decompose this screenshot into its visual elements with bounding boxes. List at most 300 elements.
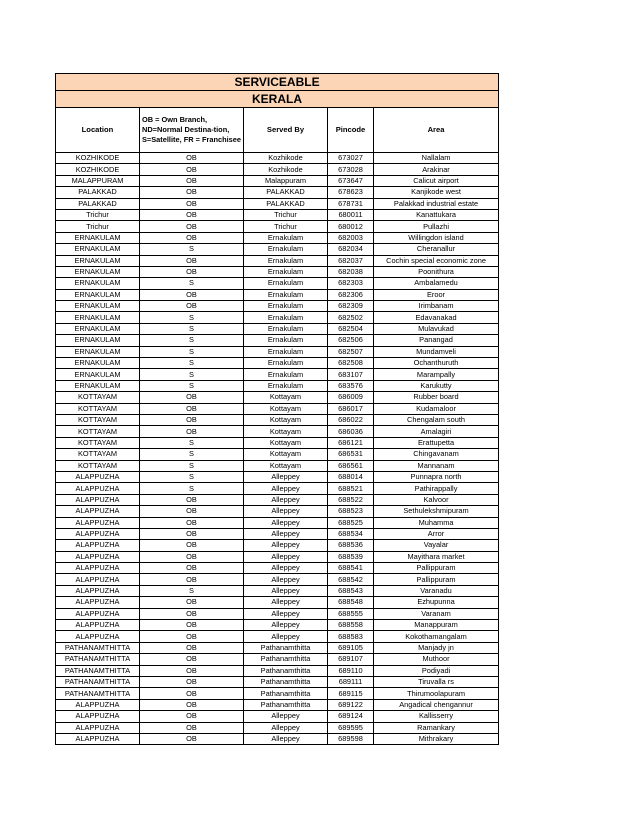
location-cell: KOTTAYAM xyxy=(56,414,140,425)
location-cell: KOTTAYAM xyxy=(56,460,140,471)
served-by-cell: Alleppey xyxy=(244,574,328,585)
table-row xyxy=(56,597,499,608)
pincode-cell: 689110 xyxy=(328,665,374,676)
served-by-cell: Alleppey xyxy=(244,608,328,619)
type-cell: S xyxy=(140,244,244,255)
type-cell: S xyxy=(140,369,244,380)
table-row xyxy=(56,403,499,414)
location-cell: KOTTAYAM xyxy=(56,449,140,460)
pincode-cell: 688523 xyxy=(328,506,374,517)
type-cell: OB xyxy=(140,232,244,243)
type-cell: OB xyxy=(140,403,244,414)
header-pincode: Pincode xyxy=(328,108,374,153)
table-row xyxy=(56,358,499,369)
served-by-cell: Alleppey xyxy=(244,722,328,733)
location-cell: ALAPPUZHA xyxy=(56,471,140,482)
served-by-cell: PALAKKAD xyxy=(244,187,328,198)
type-cell: OB xyxy=(140,722,244,733)
area-cell: Arakinar xyxy=(374,164,499,175)
served-by-cell: Kozhikode xyxy=(244,164,328,175)
table-title-serviceable: SERVICEABLE xyxy=(56,74,499,91)
location-cell: ERNAKULAM xyxy=(56,358,140,369)
pincode-cell: 688014 xyxy=(328,471,374,482)
pincode-cell: 686022 xyxy=(328,414,374,425)
pincode-cell: 673027 xyxy=(328,153,374,164)
area-cell: Kokothamangalam xyxy=(374,631,499,642)
served-by-cell: Alleppey xyxy=(244,620,328,631)
location-cell: KOTTAYAM xyxy=(56,437,140,448)
served-by-cell: Ernakulam xyxy=(244,232,328,243)
type-cell: OB xyxy=(140,665,244,676)
location-cell: PALAKKAD xyxy=(56,187,140,198)
pincode-cell: 688521 xyxy=(328,483,374,494)
pincode-cell: 689595 xyxy=(328,722,374,733)
served-by-cell: Alleppey xyxy=(244,540,328,551)
area-cell: Vayalar xyxy=(374,540,499,551)
table-row xyxy=(56,483,499,494)
served-by-cell: Ernakulam xyxy=(244,312,328,323)
area-cell: Arror xyxy=(374,528,499,539)
served-by-cell: Kozhikode xyxy=(244,153,328,164)
served-by-cell: Alleppey xyxy=(244,711,328,722)
location-cell: Trichur xyxy=(56,221,140,232)
location-cell: ERNAKULAM xyxy=(56,380,140,391)
area-cell: Muhamma xyxy=(374,517,499,528)
type-cell: OB xyxy=(140,221,244,232)
type-cell: OB xyxy=(140,164,244,175)
pincode-cell: 688534 xyxy=(328,528,374,539)
served-by-cell: Alleppey xyxy=(244,528,328,539)
type-cell: S xyxy=(140,312,244,323)
pincode-cell: 678731 xyxy=(328,198,374,209)
pincode-cell: 688525 xyxy=(328,517,374,528)
table-title-kerala: KERALA xyxy=(56,91,499,108)
pincode-cell: 689122 xyxy=(328,699,374,710)
pincode-cell: 682506 xyxy=(328,335,374,346)
pincode-cell: 688541 xyxy=(328,563,374,574)
served-by-cell: Ernakulam xyxy=(244,358,328,369)
area-cell: Poonithura xyxy=(374,266,499,277)
pincode-cell: 686017 xyxy=(328,403,374,414)
pincode-cell: 682037 xyxy=(328,255,374,266)
served-by-cell: Ernakulam xyxy=(244,301,328,312)
table-row xyxy=(56,232,499,243)
type-cell: OB xyxy=(140,654,244,665)
pincode-cell: 678623 xyxy=(328,187,374,198)
pincode-cell: 688555 xyxy=(328,608,374,619)
area-cell: Pallippuram xyxy=(374,574,499,585)
area-cell: Cochin special economic zone xyxy=(374,255,499,266)
location-cell: ALAPPUZHA xyxy=(56,494,140,505)
area-cell: Mundamveli xyxy=(374,346,499,357)
type-cell: OB xyxy=(140,608,244,619)
location-cell: KOZHIKODE xyxy=(56,153,140,164)
area-cell: Marampally xyxy=(374,369,499,380)
header-served-by: Served By xyxy=(244,108,328,153)
location-cell: PALAKKAD xyxy=(56,198,140,209)
serviceable-table xyxy=(55,73,499,745)
header-row xyxy=(56,108,499,153)
table-row xyxy=(56,312,499,323)
table-row xyxy=(56,153,499,164)
area-cell: Kanattukara xyxy=(374,209,499,220)
table-row xyxy=(56,540,499,551)
pincode-cell: 689107 xyxy=(328,654,374,665)
served-by-cell: Pathanamthitta xyxy=(244,688,328,699)
served-by-cell: Trichur xyxy=(244,221,328,232)
type-cell: S xyxy=(140,278,244,289)
served-by-cell: Kottayam xyxy=(244,449,328,460)
pincode-cell: 682502 xyxy=(328,312,374,323)
type-cell: OB xyxy=(140,631,244,642)
pincode-cell: 683576 xyxy=(328,380,374,391)
area-cell: Sethulekshmipuram xyxy=(374,506,499,517)
pincode-cell: 680012 xyxy=(328,221,374,232)
area-cell: Erattupetta xyxy=(374,437,499,448)
table-row xyxy=(56,301,499,312)
served-by-cell: Alleppey xyxy=(244,471,328,482)
area-cell: Nallalam xyxy=(374,153,499,164)
table-row xyxy=(56,551,499,562)
type-cell: OB xyxy=(140,175,244,186)
pincode-cell: 688536 xyxy=(328,540,374,551)
type-cell: OB xyxy=(140,187,244,198)
table-row xyxy=(56,380,499,391)
served-by-cell: Alleppey xyxy=(244,517,328,528)
type-cell: OB xyxy=(140,289,244,300)
pincode-cell: 688558 xyxy=(328,620,374,631)
area-cell: Manappuram xyxy=(374,620,499,631)
location-cell: ALAPPUZHA xyxy=(56,517,140,528)
served-by-cell: Ernakulam xyxy=(244,346,328,357)
location-cell: ALAPPUZHA xyxy=(56,631,140,642)
location-cell: ERNAKULAM xyxy=(56,312,140,323)
area-cell: Panangad xyxy=(374,335,499,346)
pincode-cell: 682507 xyxy=(328,346,374,357)
pincode-cell: 689111 xyxy=(328,676,374,687)
pincode-cell: 689105 xyxy=(328,642,374,653)
type-cell: OB xyxy=(140,266,244,277)
table-row xyxy=(56,585,499,596)
table-row xyxy=(56,642,499,653)
location-cell: ERNAKULAM xyxy=(56,346,140,357)
type-cell: OB xyxy=(140,198,244,209)
served-by-cell: Alleppey xyxy=(244,631,328,642)
type-cell: OB xyxy=(140,574,244,585)
pincode-cell: 682504 xyxy=(328,323,374,334)
area-cell: Kanjikode west xyxy=(374,187,499,198)
pincode-cell: 688543 xyxy=(328,585,374,596)
table-row xyxy=(56,449,499,460)
location-cell: PATHANAMTHITTA xyxy=(56,654,140,665)
location-cell: PATHANAMTHITTA xyxy=(56,665,140,676)
table-row xyxy=(56,654,499,665)
table-row xyxy=(56,255,499,266)
location-cell: Trichur xyxy=(56,209,140,220)
location-cell: ERNAKULAM xyxy=(56,266,140,277)
pincode-cell: 683107 xyxy=(328,369,374,380)
area-cell: Mulavukad xyxy=(374,323,499,334)
table-row xyxy=(56,620,499,631)
type-cell: OB xyxy=(140,733,244,744)
type-cell: OB xyxy=(140,711,244,722)
type-cell: S xyxy=(140,323,244,334)
table-row xyxy=(56,528,499,539)
title-row xyxy=(56,91,499,108)
served-by-cell: Trichur xyxy=(244,209,328,220)
table-row xyxy=(56,278,499,289)
area-cell: Muthoor xyxy=(374,654,499,665)
pincode-cell: 682306 xyxy=(328,289,374,300)
area-cell: Mannanam xyxy=(374,460,499,471)
pincode-cell: 682309 xyxy=(328,301,374,312)
area-cell: Manjady jn xyxy=(374,642,499,653)
header-area: Area xyxy=(374,108,499,153)
table-row xyxy=(56,346,499,357)
area-cell: Angadical chengannur xyxy=(374,699,499,710)
area-cell: Eroor xyxy=(374,289,499,300)
type-cell: OB xyxy=(140,506,244,517)
location-cell: ALAPPUZHA xyxy=(56,711,140,722)
served-by-cell: Alleppey xyxy=(244,585,328,596)
type-cell: OB xyxy=(140,255,244,266)
table-row xyxy=(56,517,499,528)
location-cell: ALAPPUZHA xyxy=(56,528,140,539)
pincode-cell: 688539 xyxy=(328,551,374,562)
location-cell: PATHANAMTHITTA xyxy=(56,676,140,687)
table-row xyxy=(56,608,499,619)
type-cell: OB xyxy=(140,414,244,425)
pincode-cell: 686009 xyxy=(328,392,374,403)
type-cell: OB xyxy=(140,494,244,505)
area-cell: Thirumoolapuram xyxy=(374,688,499,699)
served-by-cell: Pathanamthitta xyxy=(244,654,328,665)
type-cell: S xyxy=(140,449,244,460)
location-cell: ERNAKULAM xyxy=(56,289,140,300)
served-by-cell: PALAKKAD xyxy=(244,198,328,209)
type-cell: S xyxy=(140,483,244,494)
area-cell: Ambalamedu xyxy=(374,278,499,289)
area-cell: Kalvoor xyxy=(374,494,499,505)
type-cell: OB xyxy=(140,699,244,710)
served-by-cell: Alleppey xyxy=(244,733,328,744)
table-row xyxy=(56,392,499,403)
location-cell: ALAPPUZHA xyxy=(56,563,140,574)
table-row xyxy=(56,187,499,198)
table-row xyxy=(56,244,499,255)
served-by-cell: Kottayam xyxy=(244,403,328,414)
type-cell: OB xyxy=(140,301,244,312)
area-cell: Calicut airport xyxy=(374,175,499,186)
served-by-cell: Ernakulam xyxy=(244,255,328,266)
location-cell: ALAPPUZHA xyxy=(56,733,140,744)
table-row xyxy=(56,335,499,346)
location-cell: KOTTAYAM xyxy=(56,426,140,437)
served-by-cell: Pathanamthitta xyxy=(244,642,328,653)
table-row xyxy=(56,471,499,482)
location-cell: ALAPPUZHA xyxy=(56,540,140,551)
type-cell: OB xyxy=(140,517,244,528)
location-cell: ALAPPUZHA xyxy=(56,722,140,733)
area-cell: Ezhupunna xyxy=(374,597,499,608)
pincode-cell: 680011 xyxy=(328,209,374,220)
title-row xyxy=(56,74,499,91)
pincode-cell: 686121 xyxy=(328,437,374,448)
area-cell: Edavanakad xyxy=(374,312,499,323)
area-cell: Mayithara market xyxy=(374,551,499,562)
pincode-cell: 689598 xyxy=(328,733,374,744)
pincode-cell: 682003 xyxy=(328,232,374,243)
location-cell: ALAPPUZHA xyxy=(56,574,140,585)
location-cell: ALAPPUZHA xyxy=(56,483,140,494)
pincode-cell: 688548 xyxy=(328,597,374,608)
type-cell: OB xyxy=(140,540,244,551)
served-by-cell: Kottayam xyxy=(244,460,328,471)
area-cell: Tiruvalla rs xyxy=(374,676,499,687)
location-cell: ERNAKULAM xyxy=(56,369,140,380)
area-cell: Pullazhi xyxy=(374,221,499,232)
type-cell: OB xyxy=(140,153,244,164)
area-cell: Kallisserry xyxy=(374,711,499,722)
table-row xyxy=(56,722,499,733)
type-cell: S xyxy=(140,358,244,369)
area-cell: Varanam xyxy=(374,608,499,619)
area-cell: Rubber board xyxy=(374,392,499,403)
served-by-cell: Alleppey xyxy=(244,597,328,608)
served-by-cell: Malappuram xyxy=(244,175,328,186)
location-cell: KOTTAYAM xyxy=(56,392,140,403)
type-cell: S xyxy=(140,471,244,482)
type-cell: OB xyxy=(140,620,244,631)
pincode-cell: 689115 xyxy=(328,688,374,699)
pincode-cell: 673647 xyxy=(328,175,374,186)
table-row xyxy=(56,198,499,209)
area-cell: Punnapra north xyxy=(374,471,499,482)
location-cell: ERNAKULAM xyxy=(56,301,140,312)
pincode-cell: 686036 xyxy=(328,426,374,437)
type-cell: OB xyxy=(140,528,244,539)
table-row xyxy=(56,574,499,585)
pincode-cell: 682508 xyxy=(328,358,374,369)
pincode-cell: 673028 xyxy=(328,164,374,175)
location-cell: KOZHIKODE xyxy=(56,164,140,175)
table-row xyxy=(56,414,499,425)
area-cell: Pallippuram xyxy=(374,563,499,574)
location-cell: ERNAKULAM xyxy=(56,232,140,243)
table-row xyxy=(56,289,499,300)
type-cell: S xyxy=(140,460,244,471)
served-by-cell: Ernakulam xyxy=(244,335,328,346)
location-cell: MALAPPURAM xyxy=(56,175,140,186)
pincode-cell: 688583 xyxy=(328,631,374,642)
served-by-cell: Kottayam xyxy=(244,414,328,425)
table-row xyxy=(56,676,499,687)
served-by-cell: Kottayam xyxy=(244,437,328,448)
served-by-cell: Pathanamthitta xyxy=(244,665,328,676)
table-row xyxy=(56,665,499,676)
location-cell: ALAPPUZHA xyxy=(56,597,140,608)
area-cell: Chingavanam xyxy=(374,449,499,460)
header-location: Location xyxy=(56,108,140,153)
served-by-cell: Ernakulam xyxy=(244,289,328,300)
served-by-cell: Ernakulam xyxy=(244,266,328,277)
table-row xyxy=(56,688,499,699)
area-cell: Chengalam south xyxy=(374,414,499,425)
pincode-cell: 688522 xyxy=(328,494,374,505)
type-cell: S xyxy=(140,380,244,391)
type-cell: OB xyxy=(140,426,244,437)
served-by-cell: Alleppey xyxy=(244,494,328,505)
area-cell: Pathirappally xyxy=(374,483,499,494)
table-row xyxy=(56,631,499,642)
table-row xyxy=(56,699,499,710)
area-cell: Ramankary xyxy=(374,722,499,733)
pincode-cell: 682303 xyxy=(328,278,374,289)
type-cell: S xyxy=(140,585,244,596)
location-cell: PATHANAMTHITTA xyxy=(56,688,140,699)
table-row xyxy=(56,175,499,186)
table-row xyxy=(56,164,499,175)
table-row xyxy=(56,460,499,471)
type-cell: OB xyxy=(140,551,244,562)
served-by-cell: Kottayam xyxy=(244,426,328,437)
location-cell: PATHANAMTHITTA xyxy=(56,642,140,653)
table-body xyxy=(56,153,499,745)
area-cell: Palakkad industrial estate xyxy=(374,198,499,209)
table-row xyxy=(56,323,499,334)
pincode-cell: 688542 xyxy=(328,574,374,585)
type-cell: S xyxy=(140,437,244,448)
area-cell: Varanadu xyxy=(374,585,499,596)
location-cell: ALAPPUZHA xyxy=(56,551,140,562)
area-cell: Podiyadi xyxy=(374,665,499,676)
table-row xyxy=(56,733,499,744)
location-cell: ERNAKULAM xyxy=(56,323,140,334)
location-cell: ALAPPUZHA xyxy=(56,506,140,517)
served-by-cell: Ernakulam xyxy=(244,323,328,334)
location-cell: KOTTAYAM xyxy=(56,403,140,414)
header-ob-legend: OB = Own Branch, ND=Normal Destina-tion, S=Satellite, FR = Franchisee xyxy=(140,108,244,153)
area-cell: Karukutty xyxy=(374,380,499,391)
location-cell: ERNAKULAM xyxy=(56,278,140,289)
table-row xyxy=(56,209,499,220)
served-by-cell: Alleppey xyxy=(244,563,328,574)
location-cell: ERNAKULAM xyxy=(56,255,140,266)
table-row xyxy=(56,506,499,517)
area-cell: Cheranallur xyxy=(374,244,499,255)
location-cell: ALAPPUZHA xyxy=(56,699,140,710)
location-cell: ALAPPUZHA xyxy=(56,608,140,619)
pincode-cell: 689124 xyxy=(328,711,374,722)
served-by-cell: Kottayam xyxy=(244,392,328,403)
type-cell: S xyxy=(140,335,244,346)
table-row xyxy=(56,563,499,574)
type-cell: OB xyxy=(140,676,244,687)
area-cell: Kudamaloor xyxy=(374,403,499,414)
table-row xyxy=(56,711,499,722)
type-cell: OB xyxy=(140,209,244,220)
area-cell: Irimbanam xyxy=(374,301,499,312)
type-cell: OB xyxy=(140,563,244,574)
location-cell: ALAPPUZHA xyxy=(56,620,140,631)
table-row xyxy=(56,437,499,448)
pincode-cell: 682038 xyxy=(328,266,374,277)
table-row xyxy=(56,426,499,437)
served-by-cell: Ernakulam xyxy=(244,380,328,391)
served-by-cell: Pathanamthitta xyxy=(244,676,328,687)
served-by-cell: Ernakulam xyxy=(244,278,328,289)
area-cell: Amalagiri xyxy=(374,426,499,437)
